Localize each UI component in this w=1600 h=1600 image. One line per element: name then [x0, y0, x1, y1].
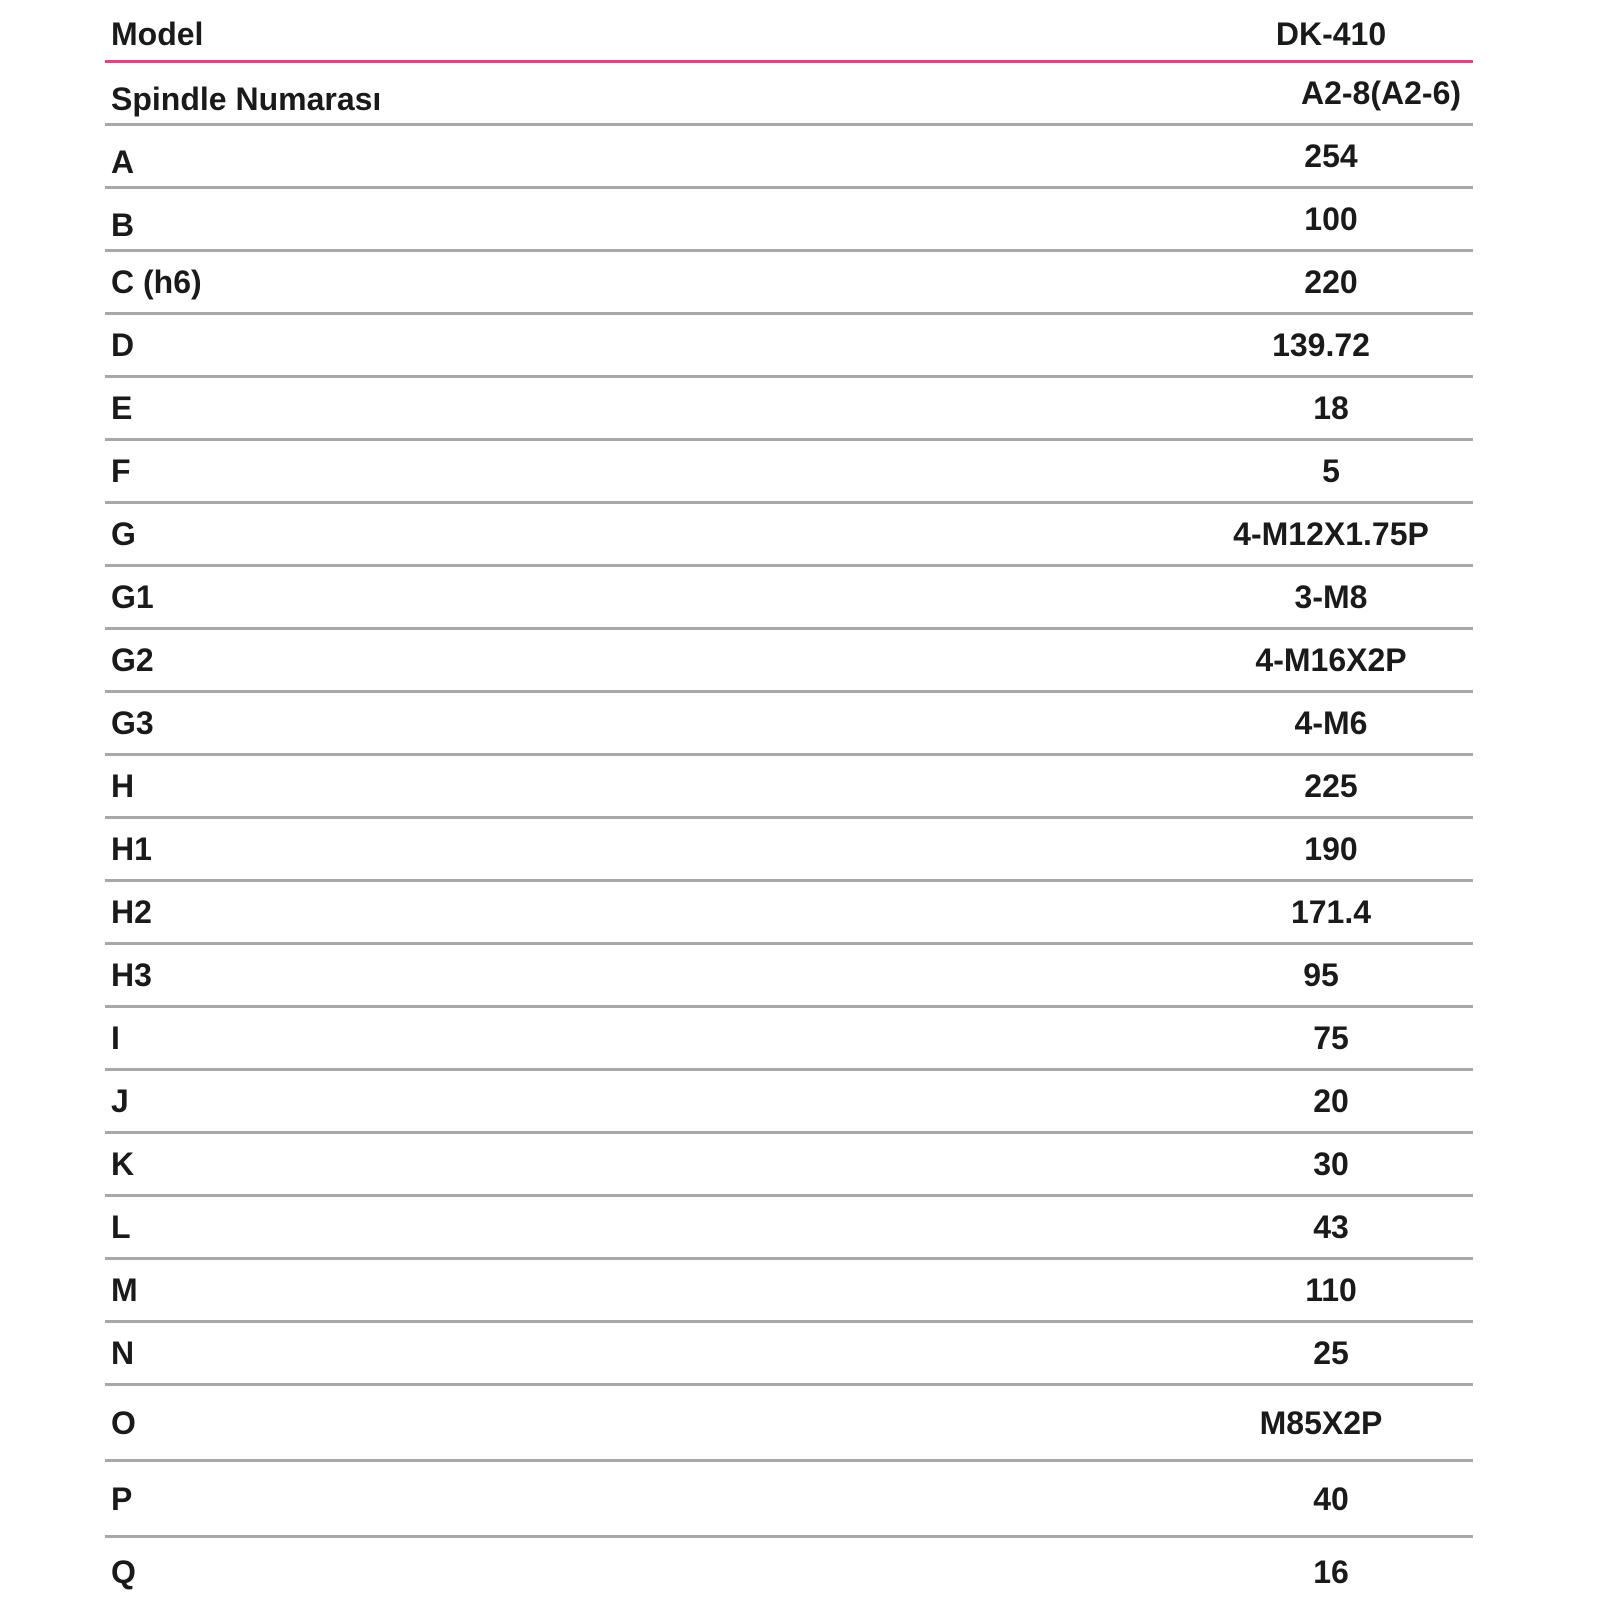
table-row: [105, 1323, 1473, 1386]
row-label: G: [111, 516, 136, 552]
row-label: Q: [111, 1554, 136, 1590]
table-row: [105, 882, 1473, 945]
row-value: 4-M12X1.75P: [1233, 516, 1429, 552]
spec-table: [105, 0, 1473, 1594]
header-value: DK-410: [1275, 16, 1387, 52]
table-row: [105, 189, 1473, 252]
row-value: 171.4: [1290, 894, 1372, 930]
table-row: [105, 315, 1473, 378]
table-row: [105, 1538, 1473, 1594]
row-label: E: [111, 390, 133, 426]
table-row: [105, 504, 1473, 567]
row-label: G2: [111, 642, 154, 678]
row-value: 139.72: [1272, 327, 1370, 363]
row-value: 220: [1304, 264, 1358, 300]
row-value: 5: [1322, 453, 1340, 489]
table-row: [105, 756, 1473, 819]
header-label: Model: [111, 16, 204, 52]
row-value: M85X2P: [1259, 1405, 1383, 1441]
row-label: P: [111, 1481, 133, 1517]
row-value: 3-M8: [1294, 579, 1368, 615]
table-row: [105, 1386, 1473, 1462]
row-value: 20: [1313, 1083, 1349, 1119]
row-value: 16: [1313, 1554, 1349, 1590]
row-value: 4-M16X2P: [1255, 642, 1407, 678]
row-label: Spindle Numarası: [111, 81, 382, 117]
row-value: 110: [1305, 1272, 1357, 1308]
row-label: H: [111, 768, 135, 804]
row-label: H3: [111, 957, 152, 993]
row-value: A2-8(A2-6): [1300, 75, 1462, 111]
table-row: [105, 567, 1473, 630]
table-header-row: [105, 0, 1473, 63]
row-label: B: [111, 207, 135, 243]
row-value: 43: [1313, 1209, 1349, 1245]
table-row: [105, 1260, 1473, 1323]
row-value: 225: [1304, 768, 1358, 804]
table-row: [105, 1197, 1473, 1260]
row-value: 18: [1313, 390, 1349, 426]
table-row: [105, 819, 1473, 882]
table-row: [105, 378, 1473, 441]
row-value: 254: [1304, 138, 1358, 174]
row-label: H2: [111, 894, 152, 930]
row-label: L: [111, 1209, 131, 1245]
row-label: I: [111, 1020, 120, 1056]
row-value: 100: [1304, 201, 1358, 237]
table-row: [105, 1462, 1473, 1538]
row-label: O: [111, 1405, 136, 1441]
table-row: [105, 1008, 1473, 1071]
row-value: 190: [1304, 831, 1358, 867]
row-label: G3: [111, 705, 154, 741]
row-label: M: [111, 1272, 138, 1308]
row-label: J: [111, 1083, 129, 1119]
row-value: 30: [1313, 1146, 1349, 1182]
row-label: H1: [111, 831, 152, 867]
table-row: [105, 63, 1473, 126]
row-label: C (h6): [111, 264, 202, 300]
table-row: [105, 1134, 1473, 1197]
row-value: 25: [1313, 1335, 1349, 1371]
table-row: [105, 252, 1473, 315]
table-row: [105, 441, 1473, 504]
row-value: 75: [1313, 1020, 1349, 1056]
row-label: A: [111, 144, 135, 180]
row-label: F: [111, 453, 131, 489]
table-row: [105, 630, 1473, 693]
row-value: 4-M6: [1294, 705, 1368, 741]
table-row: [105, 693, 1473, 756]
table-row: [105, 945, 1473, 1008]
row-label: D: [111, 327, 135, 363]
table-row: [105, 126, 1473, 189]
table-row: [105, 1071, 1473, 1134]
row-label: G1: [111, 579, 154, 615]
row-label: N: [111, 1335, 135, 1371]
row-label: K: [111, 1146, 135, 1182]
row-value: 95: [1303, 957, 1339, 993]
row-value: 40: [1313, 1481, 1349, 1517]
